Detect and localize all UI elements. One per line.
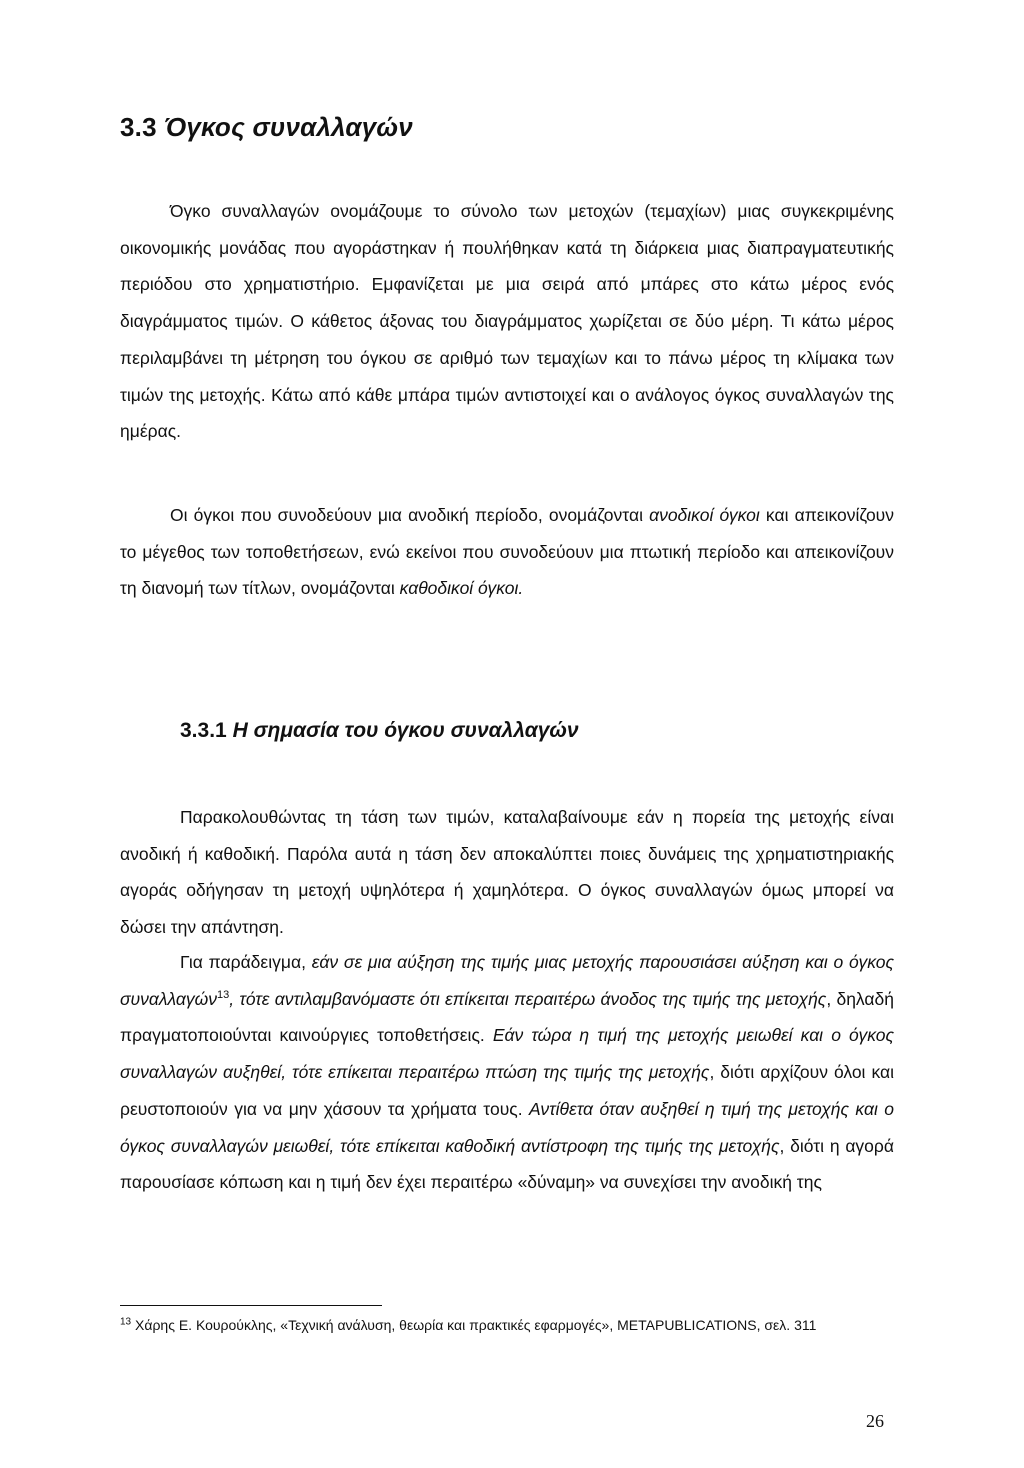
subsection-heading	[180, 719, 579, 743]
paragraph-2-text-1: Οι όγκοι που συνοδεύουν μια ανοδική περίοδο, ονομάζονται	[170, 505, 650, 525]
section-title: Όγκος συναλλαγών	[164, 112, 413, 142]
footnote-separator	[120, 1305, 382, 1306]
footnote-marker: 13	[120, 1316, 132, 1328]
paragraph-4-italic-4: Αντίθετα όταν αυξηθεί η τιμή της μετοχής και ο όγκος συναλλαγών μειωθεί, τότε επίκειται καθοδική αντίστροφη της τιμής της μετοχής	[120, 1098, 894, 1156]
paragraph-4-text-2: , δηλαδή πραγματοποιούνται καινούργιες τοποθετήσεις.	[120, 988, 894, 1046]
footnote	[120, 1312, 900, 1339]
paragraph-2	[120, 497, 894, 607]
paragraph-4-text-3: , διότι αρχίζουν όλοι και ρευστοποιούν για να μην χάσουν τα χρήματα τους.	[120, 1062, 894, 1119]
footnote-reference: 13	[217, 988, 230, 1001]
paragraph-2-italic-2: καθοδικοί όγκοι.	[399, 578, 524, 599]
section-heading	[120, 112, 413, 143]
paragraph-4-text-4: , διότι η αγορά παρουσίασε κόπωση και η τιμή δεν έχει περαιτέρω «δύναμη» να συνεχίσει την ανοδική της	[120, 1135, 894, 1193]
paragraph-1: Όγκο συναλλαγών ονομάζουμε το σύνολο των μετοχών (τεμαχίων) μιας συγκεκριμένης οικονομικής μονάδας που αγοράστηκαν ή πουλήθηκαν κατά τη διάρκεια μιας διαπραγματευτικής περιόδου στο χρηματιστήριο. Εμφανίζεται με μια σειρά από μπάρες στο κάτω μέρος ενός διαγράμματος τιμών. Ο κάθετος άξονας του διαγράμματος χωρίζεται σε δύο μέρη. Τι κάτω μέρος περιλαμβάνει τη μέτρηση του όγκου σε αριθμό των τεμαχίων και το πάνω μέρος τη κλίμακα των τιμών της μετοχής. Κάτω από κάθε μπάρα τιμών αντιστοιχεί και ο ανάλογος όγκος συναλλαγών της ημέρας.	[120, 201, 894, 442]
paragraph-3: Παρακολουθώντας τη τάση των τιμών, καταλαβαίνουμε εάν η πορεία της μετοχής είναι ανοδική ή καθοδική. Παρόλα αυτά η τάση δεν αποκαλύπτει ποιες δυνάμεις της χρηματιστηριακής αγοράς οδήγησαν τη μετοχή υψηλότερα ή χαμηλότερα. Ο όγκος συναλλαγών όμως μπορεί να δώσει την απάντηση.	[120, 807, 894, 938]
paragraph-4-italic-3: Εάν τώρα η τιμή της μετοχής μειωθεί και ο όγκος συναλλαγών αυξηθεί, τότε επίκειται περαιτέρω πτώση της τιμής της μετοχής	[120, 1025, 894, 1083]
paragraph-4-italic-1: εάν σε μια αύξηση της τιμής μιας μετοχής παρουσιάσει αύξηση και ο όγκος συναλλαγών	[120, 952, 894, 1009]
paragraph-4-italic-2: , τότε αντιλαμβανόμαστε ότι επίκειται περαιτέρω άνοδος της τιμής της μετοχής	[229, 988, 827, 1009]
section-number: 3.3	[120, 112, 157, 142]
subsection-number: 3.3.1	[180, 719, 227, 742]
paragraph-4-text-1: Για παράδειγμα,	[180, 952, 312, 972]
page-number: 26	[866, 1411, 884, 1431]
footnote-text: Χάρης Ε. Κουρούκλης, «Τεχνική ανάλυση, θεωρία και πρακτικές εφαρμογές», METAPUBLICATIONS, σελ. 311	[131, 1317, 817, 1333]
paragraph-4	[120, 944, 894, 1201]
subsection-title: Η σημασία του όγκου συναλλαγών	[232, 719, 579, 742]
paragraph-2-text-2: και απεικονίζουν το μέγεθος των τοποθετήσεων, ενώ εκείνοι που συνοδεύουν μια πτωτική περίοδο και απεικονίζουν τη διανομή των τίτλων, ονομάζονται	[120, 505, 894, 599]
paragraph-2-italic-1: ανοδικοί όγκοι	[649, 505, 760, 525]
